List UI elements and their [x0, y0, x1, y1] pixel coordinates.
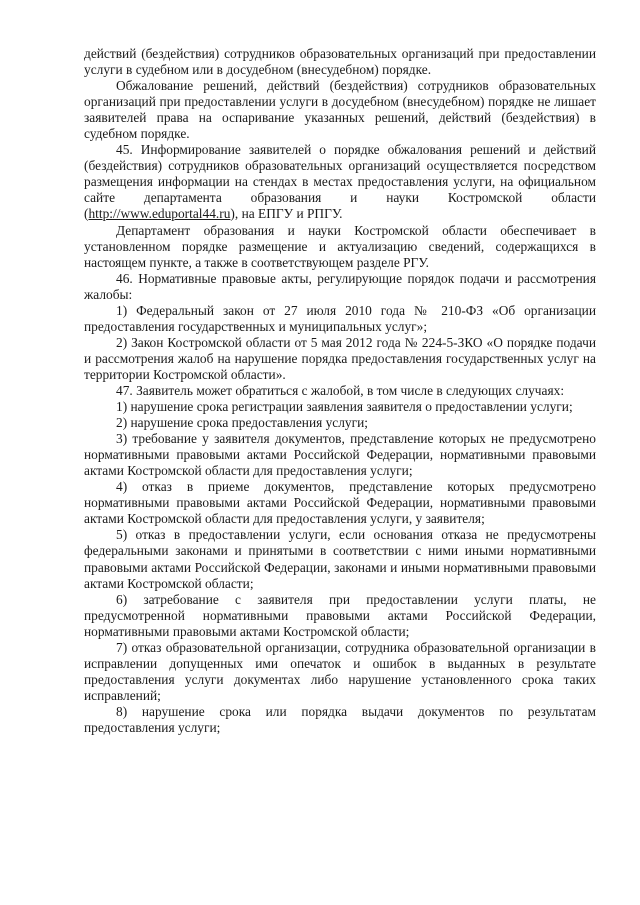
paragraph: Департамент образования и науки Костромской области обеспечивает в установленном порядке размещение и актуализацию сведений, содержащихся в настоящем пункте, а также в соответствующем разделе РГУ.: [84, 222, 596, 270]
list-item: 8) нарушение срока или порядка выдачи документов по результатам предоставления услуги;: [84, 703, 596, 735]
list-item: 3) требование у заявителя документов, представление которых не предусмотрено нормативными правовыми актами Российской Федерации, нормативными правовыми актами Костромской области для предоставления услуги;: [84, 431, 596, 479]
paragraph-text: ), на ЕПГУ и РПГУ.: [230, 206, 343, 222]
paragraph: действий (бездействия) сотрудников образовательных организаций при предоставлении услуги в судебном или в досудебном (внесудебном) порядке.: [84, 46, 596, 78]
list-item: 5) отказ в предоставлении услуги, если основания отказа не предусмотрены федеральными законами и принятыми в соответствии с ними иными нормативными правовыми актами Российской Федерации, законами и иными нормативными правовыми актами Костромской области;: [84, 527, 596, 591]
paragraph-item-45: [84, 142, 596, 222]
list-item: 1) Федеральный закон от 27 июля 2010 года № 210-ФЗ «Об организации предоставления государственных и муниципальных услуг»;: [84, 302, 596, 334]
paragraph-text: 45. Информирование заявителей о порядке обжалования решений и действий (бездействия) сотрудников образовательных организаций осуществляется посредством размещения информации на стендах в местах предоставления услуги, на официальном сайте департамента образования и науки Костромской области (: [84, 142, 596, 222]
list-item: 1) нарушение срока регистрации заявления заявителя о предоставлении услуги;: [116, 399, 573, 415]
list-item: 2) Закон Костромской области от 5 мая 2012 года № 224-5-ЗКО «О порядке подачи и рассмотрения жалоб на нарушение порядка предоставления государственных услуг на территории Костромской области».: [84, 334, 596, 382]
list-item: 4) отказ в приеме документов, представление которых предусмотрено нормативными правовыми актами Российской Федерации, нормативными правовыми актами Костромской области для предоставления услуги, у заявителя;: [84, 479, 596, 527]
paragraph: Обжалование решений, действий (бездействия) сотрудников образовательных организаций при предоставлении услуги в досудебном (внесудебном) порядке не лишает заявителей права на оспаривание указанных решений, действий (бездействия) в судебном порядке.: [84, 78, 596, 142]
paragraph-item-46: 46. Нормативные правовые акты, регулирующие порядок подачи и рассмотрения жалобы:: [84, 270, 596, 302]
document-page: [84, 46, 596, 736]
list-item: 6) затребование с заявителя при предоставлении услуги платы, не предусмотренной нормативными правовыми актами Российской Федерации, нормативными правовыми актами Костромской области;: [84, 591, 596, 639]
paragraph-item-47: 47. Заявитель может обратиться с жалобой, в том числе в следующих случаях:: [116, 382, 565, 398]
eduportal-link[interactable]: http://www.eduportal44.ru: [88, 206, 231, 222]
list-item: 7) отказ образовательной организации, сотрудника образовательной организации в исправлении допущенных ими опечаток и ошибок в выданных в результате предоставления услуги документах либо нарушение установленного срока таких исправлений;: [84, 639, 596, 703]
list-item: 2) нарушение срока предоставления услуги;: [116, 415, 369, 431]
